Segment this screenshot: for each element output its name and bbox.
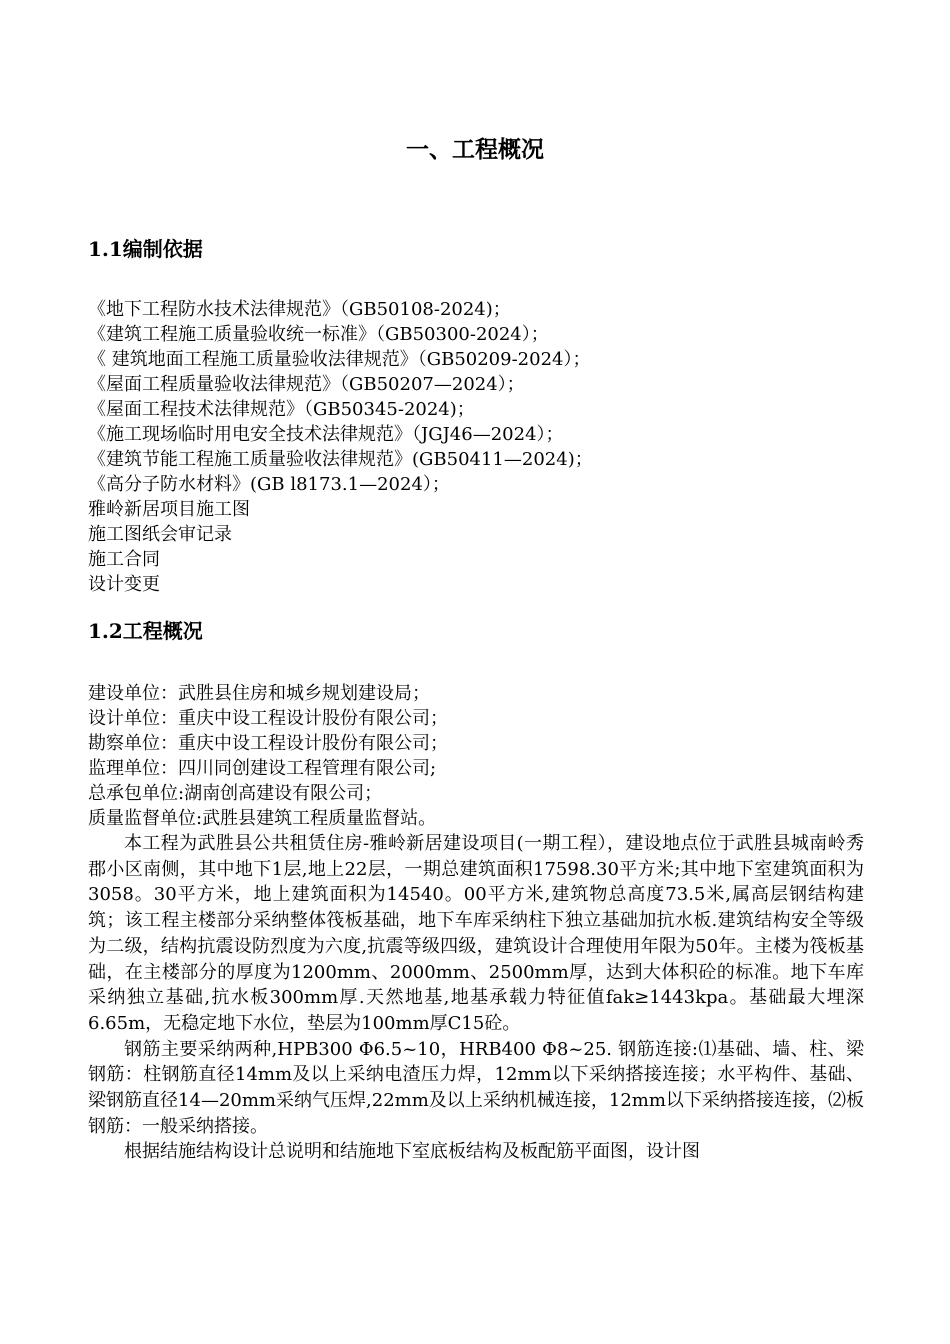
unit-list — [88, 681, 878, 831]
basis-item: 《施工现场临时用电安全技术法律规范》（JGJ46—2024）； — [88, 424, 564, 445]
basis-list — [88, 297, 878, 597]
basis-item: 《高分子防水材料》(GB l8173.1—2024）； — [88, 474, 450, 495]
overview-paragraph: 钢筋主要采纳两种,HPB300 Φ6.5~10，HRB400 Φ8~25. 钢筋连接:⑴基础、墙、柱、梁钢筋：柱钢筋直径14mm及以上采纳电渣压力焊，12mm以下采纳搭接连接；水平构件、基础、梁钢筋直径14—20mm采纳气压焊,22mm及以上采纳机械连接，12mm以下采纳搭接连接，⑵板钢筋：一般采纳搭接。 — [88, 1038, 864, 1137]
basis-item: 雅岭新居项目施工图 — [88, 499, 250, 520]
basis-item: 设计变更 — [88, 574, 160, 595]
section-heading-basis: 1.1编制依据 — [88, 237, 203, 261]
section-heading-overview: 1.2工程概况 — [88, 619, 203, 643]
basis-item: 《地下工程防水技术法律规范》（GB50108-2024)； — [88, 299, 511, 320]
unit-item: 勘察单位：重庆中设工程设计股份有限公司； — [88, 733, 448, 754]
overview-paragraph: 根据结施结构设计总说明和结施地下室底板结构及板配筋平面图，设计图 — [124, 1141, 700, 1163]
page-title: 一、工程概况 — [406, 136, 544, 163]
unit-item: 总承包单位:湖南创高建设有限公司； — [88, 783, 383, 804]
unit-item: 设计单位：重庆中设工程设计股份有限公司； — [88, 708, 448, 729]
overview-paragraph: 本工程为武胜县公共租赁住房-雅岭新居建设项目(一期工程），建设地点位于武胜县城南岭秀郡小区南侧，其中地下1层,地上22层，一期总建筑面积17598.30平方米;其中地下室建筑面积为3058。30平方米，地上建筑面积为14540。00平方米,建筑物总高度73.5米,属高层钢结构建筑；该工程主楼部分采纳整体筏板基础，地下车库采纳柱下独立基础加抗水板.建筑结构安全等级为二级，结构抗震设防烈度为六度,抗震等级四级，建筑设计合理使用年限为50年。主楼为筏板基础，在主楼部分的厚度为1200mm、2000mm、2500mm厚，达到大体积砼的标准。地下车库采纳独立基础,抗水板300mm厚.天然地基,地基承载力特征值fak≥1443kpa。基础最大埋深6.65m，无稳定地下水位，垫层为100mm厚C15砼。 — [88, 833, 864, 1034]
basis-item: 施工合同 — [88, 549, 160, 570]
unit-item: 监理单位：四川同创建设工程管理有限公司; — [88, 758, 437, 779]
basis-item: 《建筑节能工程施工质量验收法律规范》(GB50411—2024)； — [88, 449, 593, 470]
unit-item: 质量监督单位:武胜县建筑工程质量监督站。 — [88, 808, 437, 829]
basis-item: 《建筑工程施工质量验收统一标准》（GB50300-2024）； — [88, 324, 549, 345]
basis-item: 《屋面工程技术法律规范》（GB50345-2024)； — [88, 399, 475, 420]
overview-body — [88, 831, 864, 1165]
unit-item: 建设单位：武胜县住房和城乡规划建设局； — [88, 683, 430, 704]
basis-item: 《 建筑地面工程施工质量验收法律规范》（GB50209-2024）； — [88, 349, 591, 370]
basis-item: 施工图纸会审记录 — [88, 524, 232, 545]
basis-item: 《屋面工程质量验收法律规范》（GB50207—2024）； — [88, 374, 525, 395]
